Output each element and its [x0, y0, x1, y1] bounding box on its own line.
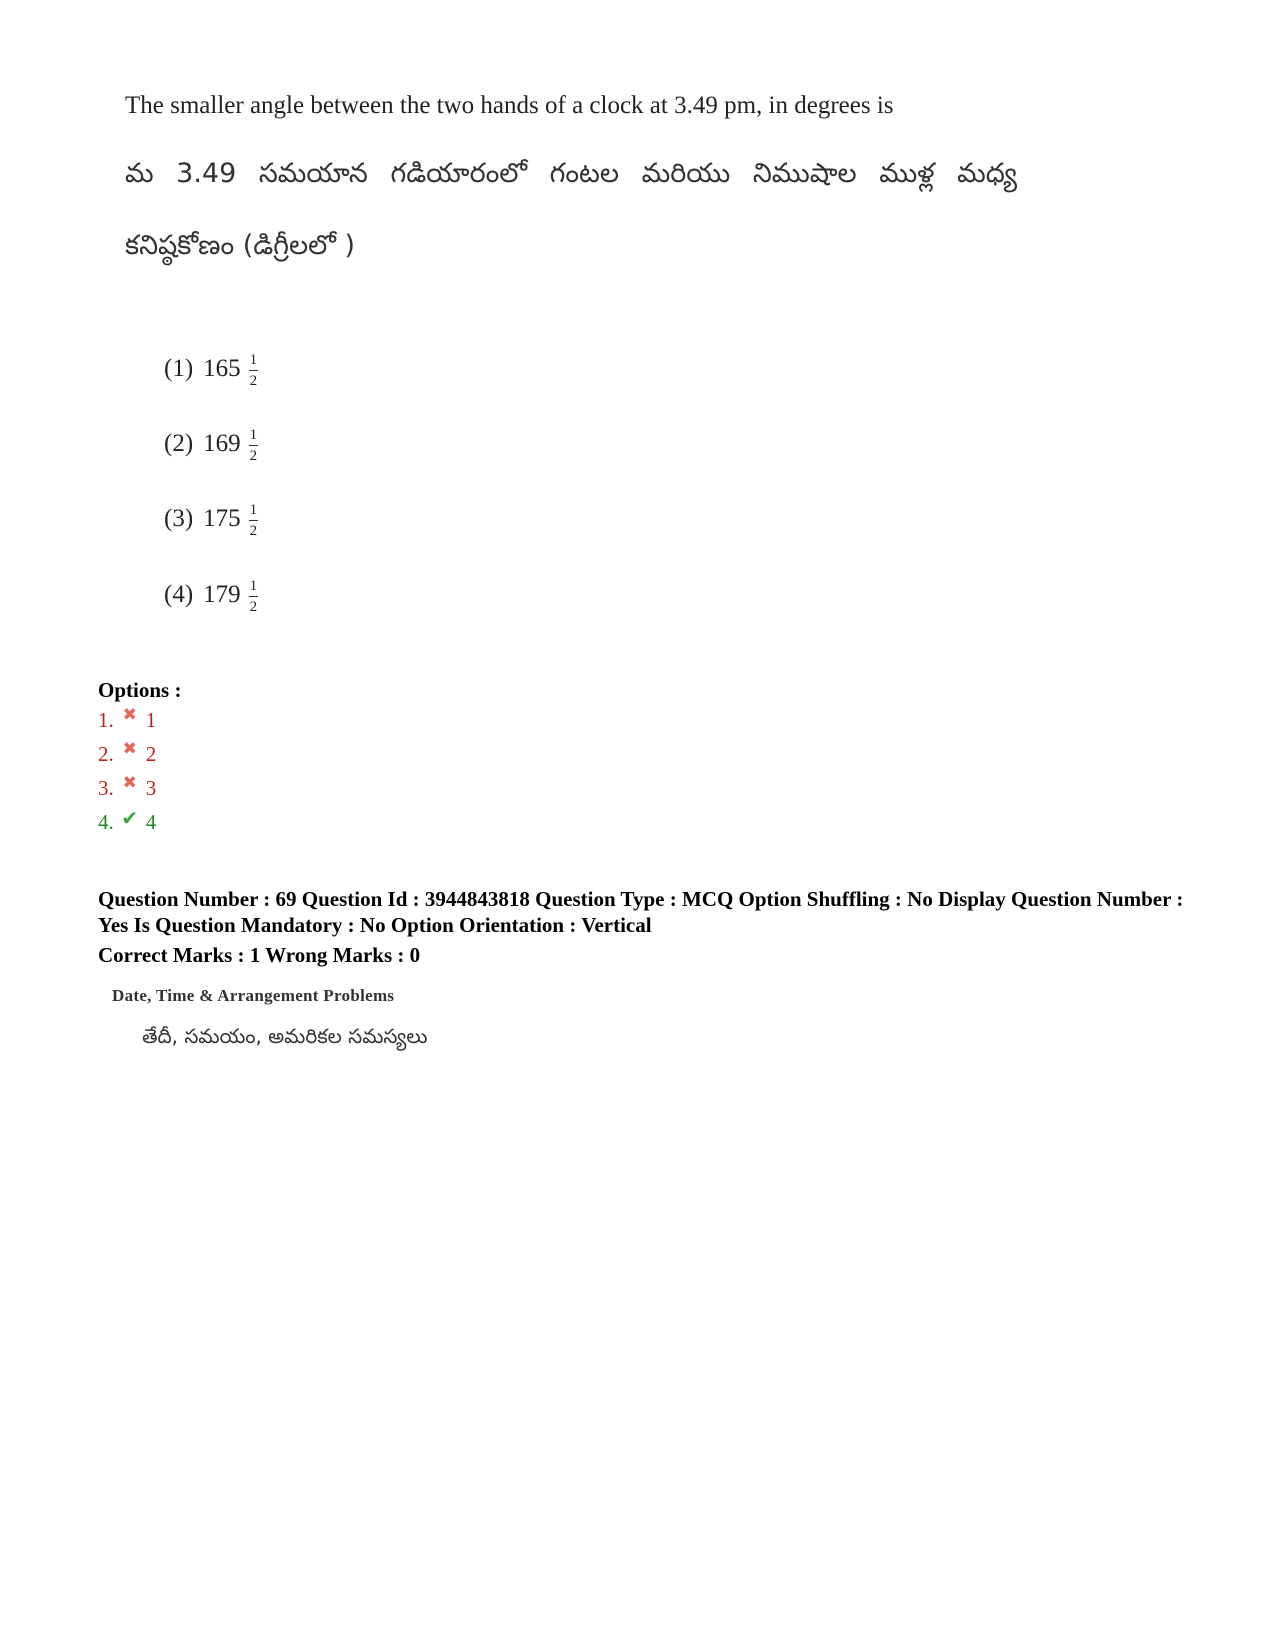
question-meta: Question Number : 69 Question Id : 3944843818 Question Type : MCQ Option Shuffling : No Display Question Number : Yes Is Question Mandatory : No Option Orientation : Vertical — [98, 887, 1184, 937]
fraction-numerator: 1 — [249, 579, 259, 597]
option-row-1 — [98, 704, 157, 733]
option-value: 1 — [145, 708, 157, 732]
fraction-numerator: 1 — [249, 428, 259, 446]
category-english: Date, Time & Arrangement Problems — [112, 986, 395, 1005]
choice-whole: 179 — [203, 581, 241, 608]
cross-icon: ✖ — [122, 738, 137, 758]
fraction-denominator: 2 — [249, 373, 258, 389]
question-english: The smaller angle between the two hands of a clock at 3.49 pm, in degrees is — [125, 92, 894, 119]
option-index: 1. — [98, 708, 114, 732]
choice-2 — [164, 419, 258, 469]
option-index: 3. — [98, 776, 114, 800]
option-row-4 — [98, 810, 156, 835]
choice-label: (1) — [164, 355, 194, 382]
question-telugu-line-2: కనిష్ఠకోణం (డిగ్రీలలో ) — [125, 230, 356, 261]
choice-whole: 165 — [203, 355, 241, 382]
marks-line: Correct Marks : 1 Wrong Marks : 0 — [98, 943, 421, 967]
choice-3 — [164, 494, 258, 544]
choice-whole: 175 — [203, 505, 241, 532]
option-row-2 — [98, 738, 157, 767]
choice-label: (3) — [164, 505, 194, 532]
choice-label: (2) — [164, 430, 194, 457]
choice-fraction — [249, 428, 259, 464]
choice-whole: 169 — [203, 430, 241, 457]
option-row-3 — [98, 772, 157, 801]
fraction-numerator: 1 — [249, 503, 259, 521]
fraction-denominator: 2 — [249, 448, 258, 464]
choice-label: (4) — [164, 581, 194, 608]
fraction-denominator: 2 — [249, 523, 258, 539]
option-value: 4 — [145, 810, 157, 834]
option-index: 4. — [98, 810, 114, 834]
fraction-numerator: 1 — [249, 353, 259, 371]
choice-fraction — [249, 353, 259, 389]
check-icon: ✔ — [121, 808, 139, 830]
option-value: 3 — [145, 776, 157, 800]
fraction-denominator: 2 — [249, 599, 258, 615]
option-value: 2 — [145, 742, 157, 766]
option-index: 2. — [98, 742, 114, 766]
choice-fraction — [249, 503, 259, 539]
cross-icon: ✖ — [122, 704, 137, 724]
choice-fraction — [249, 579, 259, 615]
options-heading: Options : — [98, 678, 182, 702]
choice-1 — [164, 344, 258, 394]
category-telugu: తేదీ, సమయం, అమరికల సమస్యలు — [142, 1024, 428, 1048]
cross-icon: ✖ — [122, 772, 137, 792]
question-telugu-line-1: మ 3.49 సమయాన గడియారంలో గంటల మరియు నిముషాల ముళ్ల మధ్య — [125, 158, 1017, 189]
choice-4 — [164, 570, 258, 620]
